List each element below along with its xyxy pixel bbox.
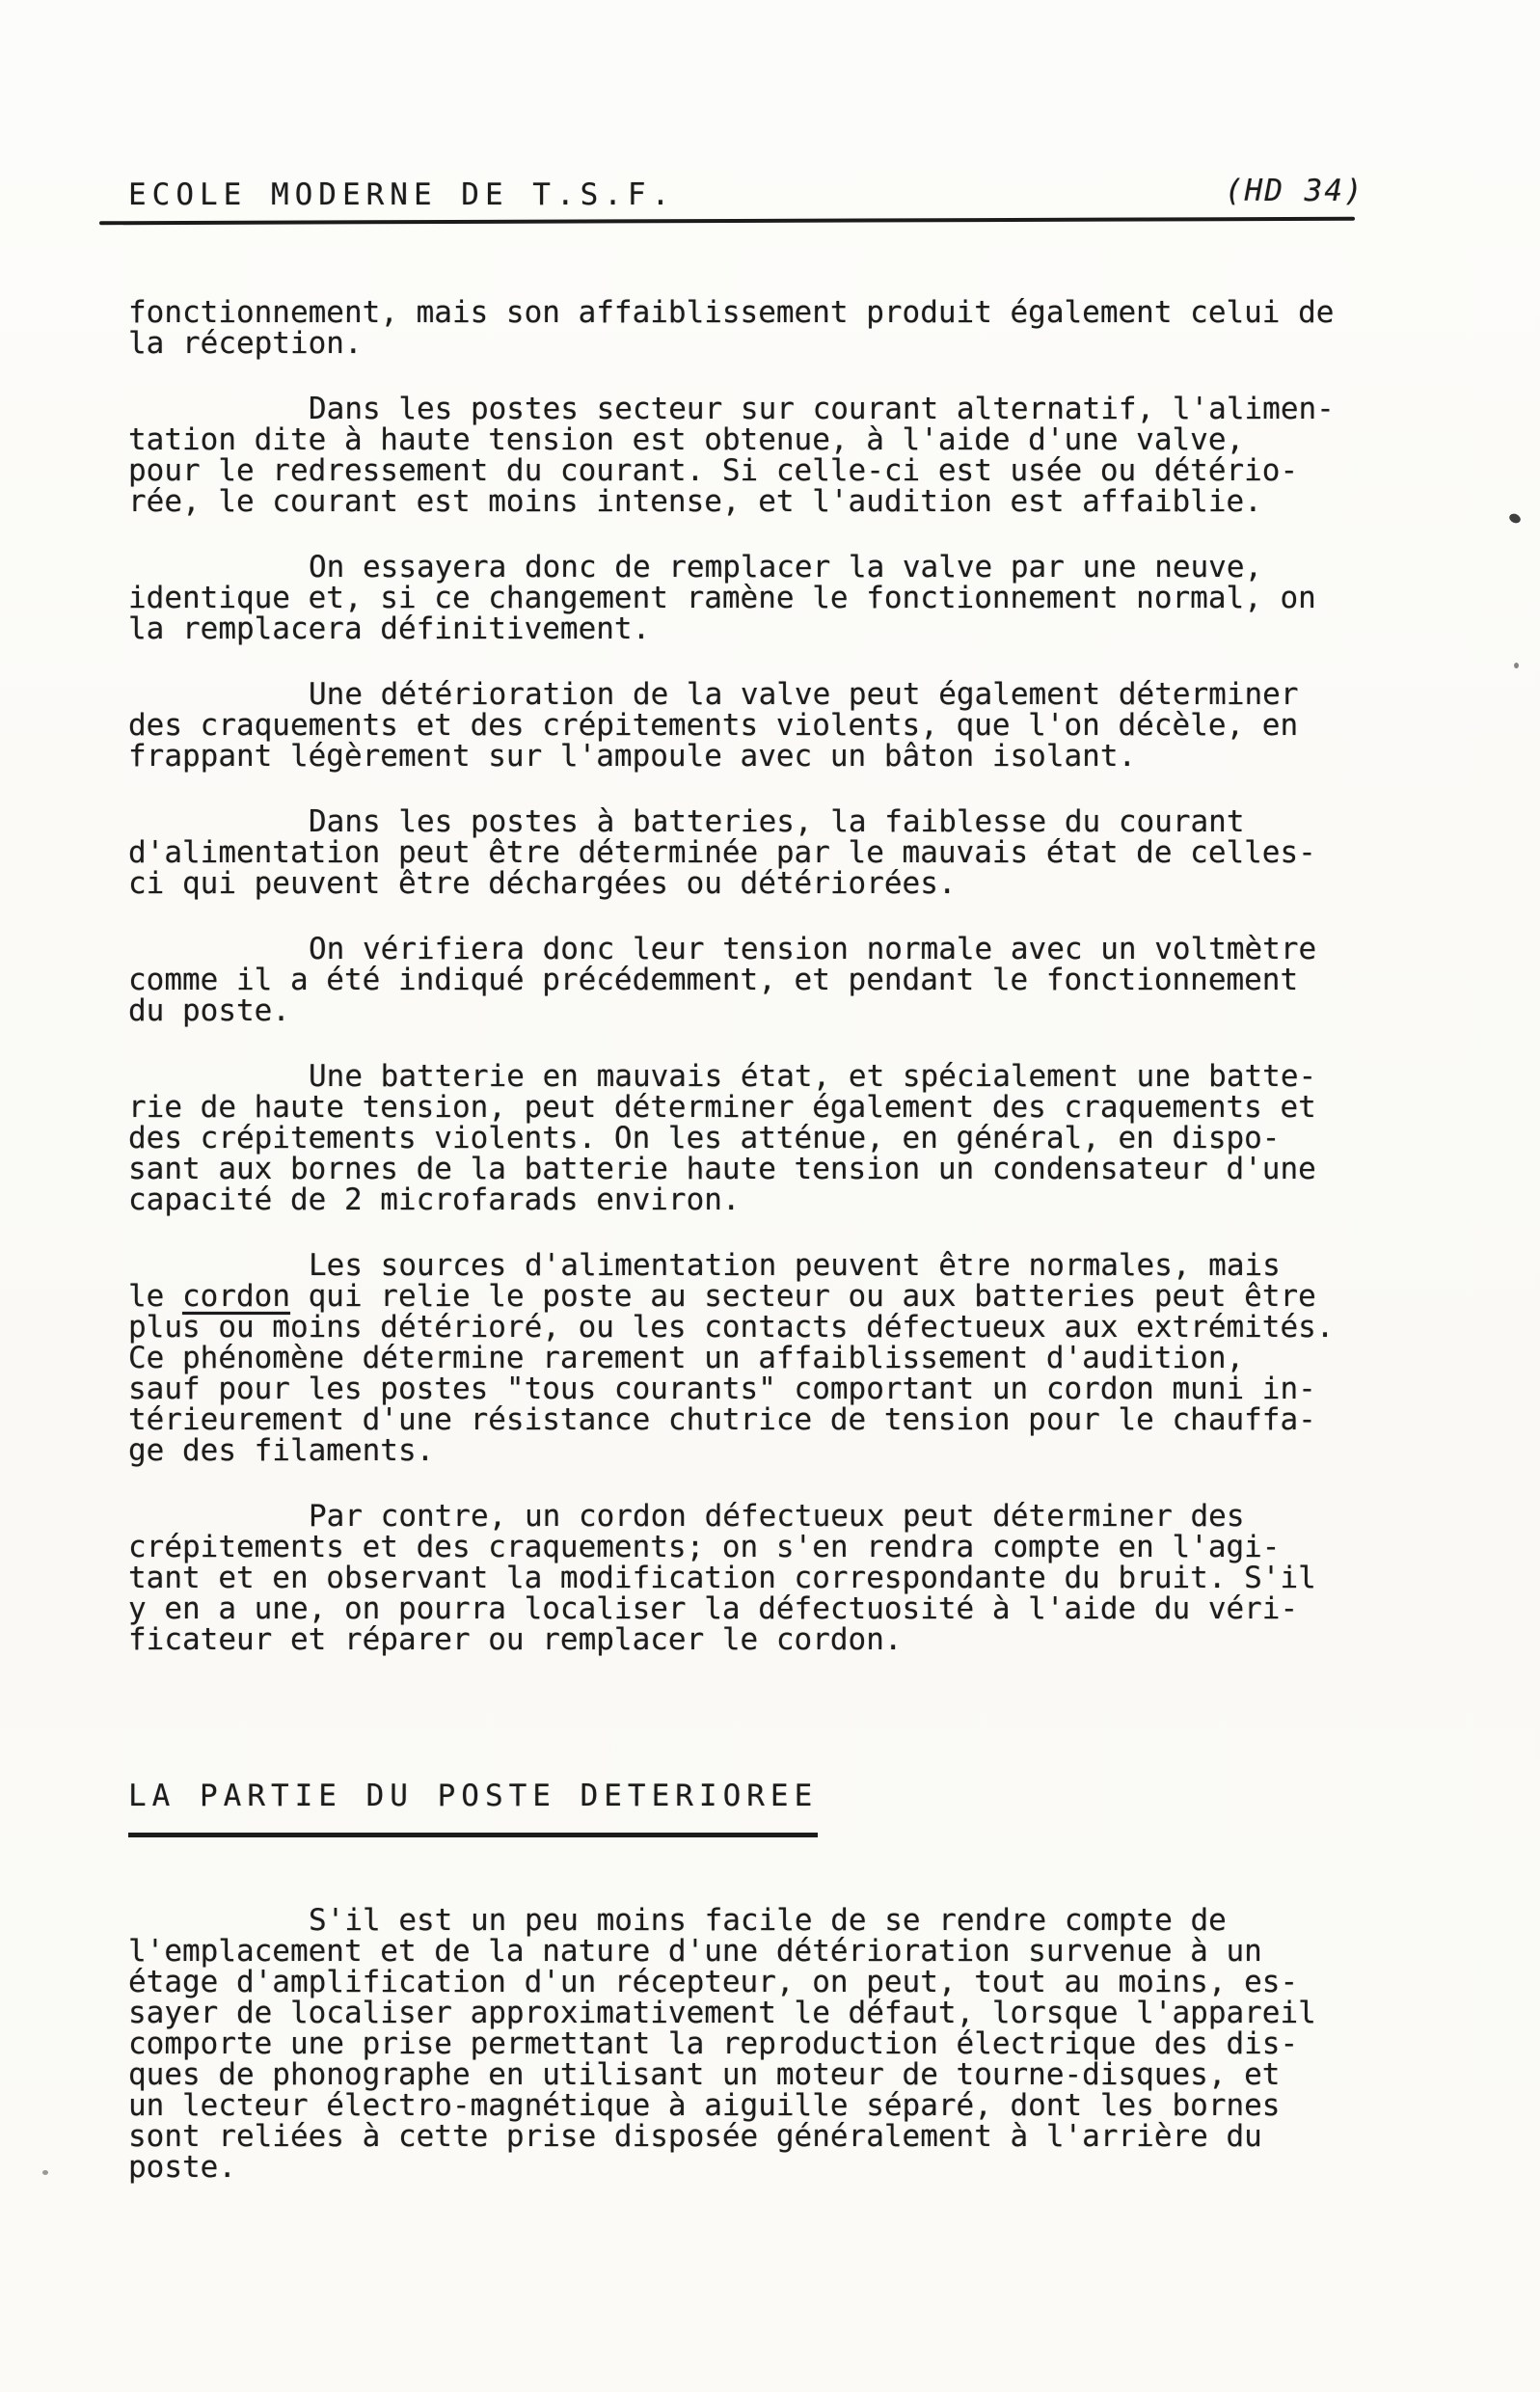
paragraph: Par contre, un cordon défectueux peut déterminer des crépitements et des craquements; on s'en rendra compte en l'agi- tant et en observant la modification correspondante du bruit. S'il y en a une, on pourra localiser la défectuosité à l'aide du véri- ficateur et réparer ou remplacer le cordon. [128, 1499, 1316, 1657]
paragraph: Une batterie en mauvais état, et spécialement une batte- rie de haute tension, peut déterminer également des craquements et des crépitements violents. On les atténue, en général, en dispo- sant aux bornes de la batterie haute tension un condensateur d'une capacité de 2 microfarads environ. [128, 1059, 1317, 1217]
paragraph: Les sources d'alimentation peuvent être normales, mais le cordon qui relie le poste au secteur ou aux batteries peut être plus ou moins détérioré, ou les contacts défectueux aux extrémités. Ce phénomène détermine rarement un affaiblissement d'audition, sauf pour les postes "tous courants" comportant un cordon muni in- térieurement d'une résistance chutrice de tension pour le chauffa- ge des filaments. [128, 1248, 1335, 1468]
paragraph: S'il est un peu moins facile de se rendre compte de l'emplacement et de la nature d'une détérioration survenue à un étage d'amplification d'un récepteur, on peut, tout au moins, es- sayer de localiser approximativement le défaut, lorsque l'appareil comporte une prise permettant la reproduction électrique des dis- ques de phonographe en utilisant un moteur de tourne-disques, et un lecteur électro-magnétique à aiguille séparé, dont les bornes sont reliées à cette prise disposée généralement à l'arrière du poste. [128, 1903, 1316, 2185]
paragraph: Dans les postes secteur sur courant alternatif, l'alimen- tation dite à haute tension est obtenue, à l'aide d'une valve, pour le redressement du courant. Si celle-ci est usée ou détério- rée, le courant est moins intense, et l'audition est affaiblie. [128, 392, 1335, 519]
paragraph: Dans les postes à batteries, la faiblesse du courant d'alimentation peut être déterminée par le mauvais état de celles- ci qui peuvent être déchargées ou détériorées. [128, 804, 1316, 901]
ink-speck [1514, 663, 1519, 668]
section-heading: LA PARTIE DU POSTE DETERIOREE [128, 1780, 818, 1837]
document-reference-number: (HD 34) [1225, 174, 1364, 208]
document-body [128, 297, 1382, 2183]
page-header-title: ECOLE MODERNE DE T.S.F. [128, 177, 676, 212]
paragraph: On essayera donc de remplacer la valve par une neuve, identique et, si ce changement ramène le fonctionnement normal, on la remplacera définitivement. [128, 550, 1316, 646]
sections-container [128, 297, 1382, 2183]
ink-speck [1508, 512, 1523, 525]
ink-speck [42, 2170, 48, 2175]
header-rule [99, 217, 1355, 226]
paragraph: Une détérioration de la valve peut également déterminer des craquements et des crépitements violents, que l'on décèle, en frappant légèrement sur l'ampoule avec un bâton isolant. [128, 677, 1299, 774]
paragraph: fonctionnement, mais son affaiblissement produit également celui de la réception. [128, 295, 1335, 361]
paragraph: On vérifiera donc leur tension normale avec un voltmètre comme il a été indiqué précédemment, et pendant le fonctionnement du poste. [128, 932, 1317, 1028]
